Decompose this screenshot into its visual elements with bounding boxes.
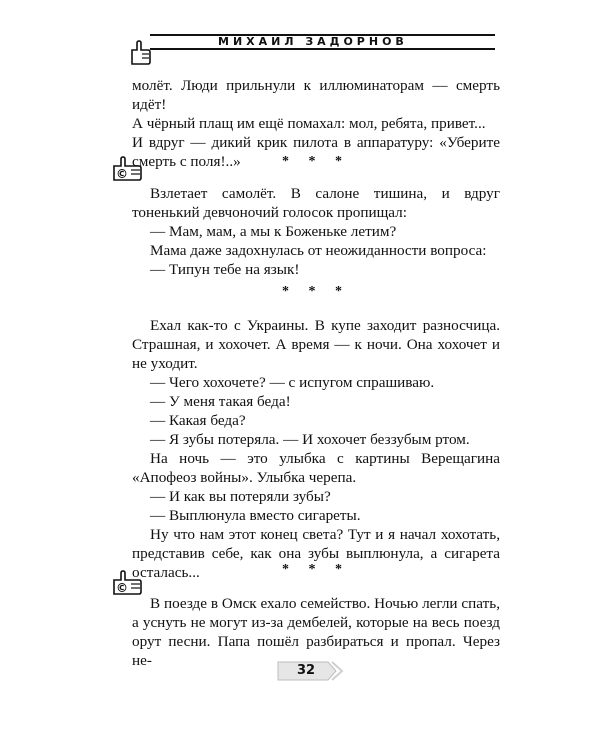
- copyright-hand-icon: [112, 570, 142, 596]
- header-author-name: МИХАИЛ ЗАДОРНОВ: [218, 35, 408, 48]
- running-header: [0, 22, 600, 62]
- paragraph: — Какая беда?: [150, 412, 246, 429]
- paragraph: — Типун тебе на язык!: [150, 261, 300, 278]
- paragraph: И вдруг — дикий крик пилота в аппаратуру: «Уберите смерть с поля!..»: [132, 134, 500, 170]
- section-separator: * * *: [282, 562, 350, 577]
- story-3: [132, 594, 500, 670]
- copyright-symbol: ©: [116, 167, 128, 181]
- paragraph: Мама даже задохнулась от неожиданности вопроса:: [150, 242, 487, 259]
- paragraph: — Чего хохочете? — с испугом спрашиваю.: [150, 374, 435, 391]
- paragraph: — Мам, мам, а мы к Боженьке летим?: [150, 223, 397, 240]
- paragraph: Взлетает самолёт. В салоне тишина, и вдруг тоненький девчоночий голосок пропищал:: [132, 185, 500, 221]
- paragraph: — Я зубы потеряла. — И хохочет беззубым ртом.: [150, 431, 470, 448]
- page-number: 32: [296, 663, 316, 678]
- pointing-hand-icon: [128, 40, 152, 66]
- paragraph: В поезде в Омск ехало семейство. Ночью легли спать, а уснуть не могут из-за дембелей, которые на весь поезд орут песни. Папа пошёл разбираться и пропал. Через не-: [132, 595, 500, 669]
- copyright-hand-icon: [112, 156, 142, 182]
- header-rule-bottom: [150, 48, 495, 50]
- paragraph: — И как вы потеряли зубы?: [150, 488, 331, 505]
- copyright-symbol: ©: [116, 581, 128, 595]
- paragraph: А чёрный плащ им ещё помахал: мол, ребята, привет...: [132, 115, 486, 132]
- paragraph: — У меня такая беда!: [150, 393, 291, 410]
- section-separator: * * *: [282, 154, 350, 169]
- paragraph: Ехал как-то с Украины. В купе заходит разносчица. Страшная, и хохочет. А время — к ночи. Она хохочет и не уходит.: [132, 317, 500, 372]
- paragraph: молёт. Люди прильнули к иллюминаторам — смерть идёт!: [132, 77, 500, 113]
- paragraph: На ночь — это улыбка с картины Верещагина «Апофеоз войны». Улыбка черепа.: [132, 450, 500, 486]
- page-number-badge: [276, 660, 348, 682]
- story-1: [132, 184, 500, 279]
- paragraph: — Выплюнула вместо сигареты.: [150, 507, 361, 524]
- paragraph: Ну что нам этот конец света? Тут и я начал хохотать, представив себе, как она зубы выплюнула, а сигарета осталась...: [132, 526, 500, 581]
- section-separator: * * *: [282, 284, 350, 299]
- story-2: [132, 316, 500, 582]
